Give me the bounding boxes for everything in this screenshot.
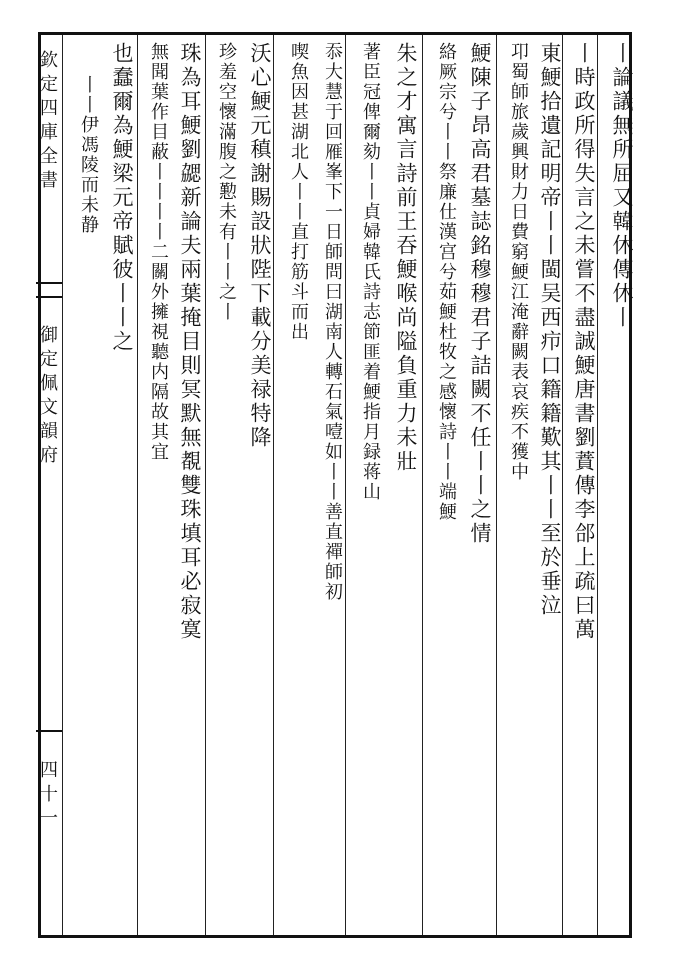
text-column: 也蠢爾為鯁梁元帝賦彼丨丨之 (110, 42, 134, 354)
page-number: 四十一 (37, 760, 58, 832)
text-column: 鯁陳子昂高君墓誌銘穆穆君子詰闕不任丨丨之情 (468, 42, 492, 546)
text-column: 喫魚因甚湖北人丨丨直打筋斗而出 (288, 42, 309, 342)
text-column: 絡厥宗兮丨丨祭廉仕漢宫兮茹鯁杜牧之感懷詩丨丨端鯁 (436, 42, 457, 522)
text-column: 朱之才寓言詩前王吞鯁喉尚隘負重力未壯 (394, 42, 418, 474)
text-column: 珠為耳鯁劉勰新論夫兩葉掩目則冥默無覩雙珠填耳必寂寞 (178, 42, 202, 642)
text-column: 東鯁拾遺記明帝丨丨閩吴西疖口籍籍歎其丨丨至於垂泣 (538, 42, 562, 618)
book-title: 御定佩文韻府 (37, 325, 58, 469)
text-column: 無聞葉作目蔽丨丨丨丨二關外擁視聽内隔故其宜 (148, 42, 169, 462)
library-title: 欽定四庫全書 (37, 50, 58, 194)
text-column: 卭蜀師旅歲興財力日費窮鯁江淹辭闕表哀疾不獲中 (508, 42, 529, 482)
text-column: 著臣冠俾爾劾丨丨貞婦韓氏詩志節匪着鯁指月録蒋山 (360, 42, 381, 502)
margin-rule (62, 35, 63, 935)
text-column: 丨丨伊馮陵而未静 (78, 75, 99, 235)
text-column: 丨時政所得失言之未嘗不盡誠鯁唐書劉蕡傳李郃上疏曰萬 (572, 42, 596, 642)
text-column: 沃心鯁元稹謝賜設狀陛下載分美禄特降 (248, 42, 272, 450)
text-column: 忝大慧于回雁峯下一日師問曰湖南人轉石氣噎如丨丨善直禪師初 (322, 42, 343, 602)
page-margin (32, 40, 62, 920)
text-column: 珍羞空懷滿腹之懃未有丨丨之丨 (216, 42, 237, 322)
text-column: 丨論議無所屈又韓休傳休丨 (610, 42, 634, 330)
